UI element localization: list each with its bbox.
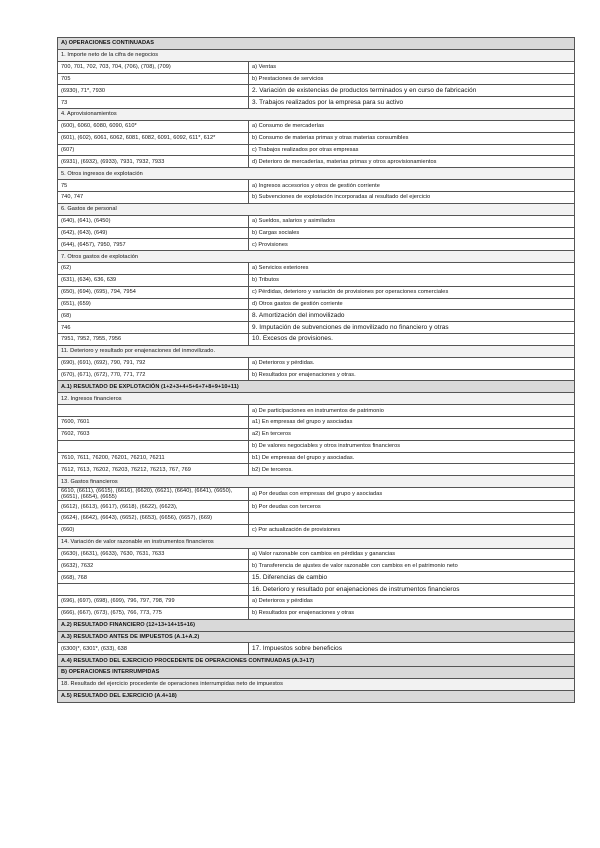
subheading-row — [58, 203, 575, 215]
account-row — [58, 440, 575, 452]
line-item-label-cell: b) Cargas sociales — [249, 227, 575, 239]
subheading-title: 11. Deterioro y resultado por enajenaciones del inmovilizado. — [58, 345, 575, 357]
account-row — [58, 452, 575, 464]
account-codes-cell: 7600, 7601 — [58, 417, 249, 429]
account-codes-cell: (62) — [58, 263, 249, 275]
section-title: A.4) RESULTADO DEL EJERCICIO PROCEDENTE DE OPERACIONES CONTINUADAS (A.3+17) — [58, 655, 575, 667]
line-item-label-cell: a) Sueldos, salarios y asimilados — [249, 215, 575, 227]
subheading-row — [58, 345, 575, 357]
subheading-row — [58, 49, 575, 61]
account-codes-cell: 705 — [58, 73, 249, 85]
account-codes-cell: (6930), 71*, 7930 — [58, 85, 249, 97]
account-codes-cell: (650), (694), (695), 794, 7954 — [58, 286, 249, 298]
subheading-row — [58, 536, 575, 548]
line-item-label-cell: 9. Imputación de subvenciones de inmovilizado no financiero y otras — [249, 322, 575, 334]
account-row — [58, 513, 575, 525]
section-title: B) OPERACIONES INTERRUMPIDAS — [58, 667, 575, 679]
line-item-label-cell: b) Consumo de materias primas y otras materias consumibles — [249, 132, 575, 144]
line-item-label-cell: b) Subvenciones de explotación incorporadas al resultado del ejercicio — [249, 191, 575, 203]
account-row — [58, 274, 575, 286]
section-header-row — [58, 631, 575, 643]
line-item-label-cell: a) Por deudas con empresas del grupo y asociadas — [249, 488, 575, 501]
line-item-label-cell: a) Deterioros y pérdidas — [249, 596, 575, 608]
account-codes-cell: 7612, 7613, 76202, 76203, 76212, 76213, 767, 769 — [58, 464, 249, 476]
section-title: A.3) RESULTADO ANTES DE IMPUESTOS (A.1+A.2) — [58, 631, 575, 643]
account-row — [58, 357, 575, 369]
account-codes-cell: (696), (697), (698), (699), 796, 797, 798, 799 — [58, 596, 249, 608]
account-codes-cell: (6612), (6613), (6617), (6618), (6622), (6623), — [58, 501, 249, 513]
account-row — [58, 572, 575, 584]
account-codes-cell: 6610, (6611), (6615), (6616), (6620), (6621), (6640), (6641), (6650), (6651), (6654), (6655) — [58, 488, 249, 501]
account-codes-cell: (666), (667), (673), (675), 766, 773, 775 — [58, 607, 249, 619]
account-codes-cell: (668), 768 — [58, 572, 249, 584]
account-codes-cell: (600), 6060, 6080, 6090, 610* — [58, 120, 249, 132]
account-row — [58, 132, 575, 144]
line-item-label-cell: a2) En terceros — [249, 428, 575, 440]
line-item-label-cell: b) Tributos — [249, 274, 575, 286]
account-codes-cell — [58, 584, 249, 596]
subheading-row — [58, 109, 575, 121]
line-item-label-cell: b) De valores negociables y otros instrumentos financieros — [249, 440, 575, 452]
section-header-row — [58, 690, 575, 702]
line-item-label-cell: 17. Impuestos sobre beneficios — [249, 643, 575, 655]
account-row — [58, 85, 575, 97]
subheading-title: 13. Gastos financieros — [58, 476, 575, 488]
line-item-label-cell: a) Valor razonable con cambios en pérdidas y ganancias — [249, 548, 575, 560]
section-header-row — [58, 667, 575, 679]
account-codes-cell: (642), (643), (649) — [58, 227, 249, 239]
line-item-label-cell: 15. Diferencias de cambio — [249, 572, 575, 584]
line-item-label-cell: 16. Deterioro y resultado por enajenaciones de instrumentos financieros — [249, 584, 575, 596]
line-item-label-cell: a1) En empresas del grupo y asociadas — [249, 417, 575, 429]
section-header-row — [58, 619, 575, 631]
account-row — [58, 73, 575, 85]
subheading-title: 5. Otros ingresos de explotación — [58, 168, 575, 180]
account-row — [58, 560, 575, 572]
subheading-row — [58, 393, 575, 405]
subheading-row — [58, 678, 575, 690]
account-codes-cell: (6300)*, 6301*, (633), 638 — [58, 643, 249, 655]
line-item-label-cell: a) Consumo de mercaderías — [249, 120, 575, 132]
account-codes-cell — [58, 405, 249, 417]
account-row — [58, 607, 575, 619]
section-title: A.5) RESULTADO DEL EJERCICIO (A.4+18) — [58, 690, 575, 702]
line-item-label-cell: c) Por actualización de provisiones — [249, 524, 575, 536]
account-row — [58, 464, 575, 476]
account-codes-cell: (6632), 7632 — [58, 560, 249, 572]
account-codes-cell: (670), (671), (672), 770, 771, 772 — [58, 369, 249, 381]
line-item-label-cell: b2) De terceros. — [249, 464, 575, 476]
section-header-row — [58, 38, 575, 50]
account-row — [58, 120, 575, 132]
line-item-label-cell: 2. Variación de existencias de productos terminados y en curso de fabricación — [249, 85, 575, 97]
account-codes-cell: (68) — [58, 310, 249, 322]
account-row — [58, 180, 575, 192]
line-item-label-cell: a) De participaciones en instrumentos de patrimonio — [249, 405, 575, 417]
line-item-label-cell: a) Ventas — [249, 61, 575, 73]
line-item-label-cell: b) Prestaciones de servicios — [249, 73, 575, 85]
subheading-title: 7. Otros gastos de explotación — [58, 251, 575, 263]
account-row — [58, 369, 575, 381]
account-row — [58, 322, 575, 334]
line-item-label-cell: 8. Amortización del inmovilizado — [249, 310, 575, 322]
account-codes-cell: (6624), (6642), (6643), (6652), (6653), (6656), (6657), (669) — [58, 513, 249, 525]
line-item-label-cell: d) Otros gastos de gestión corriente — [249, 298, 575, 310]
subheading-title: 18. Resultado del ejercicio procedente de operaciones interrumpidas neto de impuestos — [58, 678, 575, 690]
account-row — [58, 488, 575, 501]
subheading-row — [58, 168, 575, 180]
account-row — [58, 239, 575, 251]
account-row — [58, 501, 575, 513]
account-row — [58, 298, 575, 310]
account-row — [58, 334, 575, 346]
account-codes-cell: 7602, 7603 — [58, 428, 249, 440]
line-item-label-cell: a) Deterioros y pérdidas. — [249, 357, 575, 369]
account-row — [58, 263, 575, 275]
subheading-title: 4. Aprovisionamientos — [58, 109, 575, 121]
subheading-title: 1. Importe neto de la cifra de negocios — [58, 49, 575, 61]
account-codes-cell: 740, 747 — [58, 191, 249, 203]
subheading-row — [58, 251, 575, 263]
line-item-label-cell: b) Transferencia de ajustes de valor razonable con cambios en el patrimonio neto — [249, 560, 575, 572]
account-row — [58, 97, 575, 109]
account-codes-cell: 700, 701, 702, 703, 704, (706), (708), (709) — [58, 61, 249, 73]
account-row — [58, 524, 575, 536]
account-codes-cell: 746 — [58, 322, 249, 334]
section-title: A) OPERACIONES CONTINUADAS — [58, 38, 575, 50]
section-header-row — [58, 381, 575, 393]
line-item-label-cell: a) Servicios exteriores — [249, 263, 575, 275]
account-codes-cell: (631), (634), 636, 639 — [58, 274, 249, 286]
account-codes-cell: 75 — [58, 180, 249, 192]
account-row — [58, 417, 575, 429]
account-codes-cell: (690), (691), (692), 790, 791, 792 — [58, 357, 249, 369]
section-title: A.1) RESULTADO DE EXPLOTACIÓN (1+2+3+4+5+6+7+8+9+10+11) — [58, 381, 575, 393]
account-row — [58, 643, 575, 655]
section-title: A.2) RESULTADO FINANCIERO (12+13+14+15+16) — [58, 619, 575, 631]
line-item-label-cell: b) Por deudas con terceros — [249, 501, 575, 513]
line-item-label-cell: c) Trabajos realizados por otras empresas — [249, 144, 575, 156]
account-row — [58, 310, 575, 322]
line-item-label-cell: 3. Trabajos realizados por la empresa para su activo — [249, 97, 575, 109]
subheading-row — [58, 476, 575, 488]
account-row — [58, 286, 575, 298]
subheading-title: 12. Ingresos financieros — [58, 393, 575, 405]
line-item-label-cell: c) Pérdidas, deterioro y variación de provisiones por operaciones comerciales — [249, 286, 575, 298]
line-item-label-cell — [249, 513, 575, 525]
table-body — [58, 38, 575, 703]
account-row — [58, 156, 575, 168]
account-row — [58, 61, 575, 73]
account-row — [58, 191, 575, 203]
section-header-row — [58, 655, 575, 667]
account-codes-cell: (644), (6457), 7950, 7957 — [58, 239, 249, 251]
subheading-title: 14. Variación de valor razonable en instrumentos financieros — [58, 536, 575, 548]
line-item-label-cell: d) Deterioro de mercaderías, materias primas y otros aprovisionamientos — [249, 156, 575, 168]
account-row — [58, 227, 575, 239]
subheading-title: 6. Gastos de personal — [58, 203, 575, 215]
account-codes-cell: (607) — [58, 144, 249, 156]
line-item-label-cell: c) Provisiones — [249, 239, 575, 251]
account-codes-cell: 7951, 7952, 7955, 7956 — [58, 334, 249, 346]
account-row — [58, 548, 575, 560]
account-codes-cell: (6630), (6631), (6633), 7630, 7631, 7633 — [58, 548, 249, 560]
account-codes-cell: (660) — [58, 524, 249, 536]
income-statement-table — [57, 37, 575, 703]
line-item-label-cell: b1) De empresas del grupo y asociadas. — [249, 452, 575, 464]
account-codes-cell: (6931), (6932), (6933), 7931, 7932, 7933 — [58, 156, 249, 168]
line-item-label-cell: a) Ingresos accesorios y otros de gestión corriente — [249, 180, 575, 192]
line-item-label-cell: b) Resultados por enajenaciones y otras. — [249, 369, 575, 381]
line-item-label-cell: 10. Excesos de provisiones. — [249, 334, 575, 346]
account-codes-cell: (640), (641), (6450) — [58, 215, 249, 227]
account-row — [58, 405, 575, 417]
line-item-label-cell: b) Resultados por enajenaciones y otras — [249, 607, 575, 619]
account-row — [58, 144, 575, 156]
account-codes-cell: (601), (602), 6061, 6062, 6081, 6082, 6091, 6092, 611*, 612* — [58, 132, 249, 144]
account-row — [58, 428, 575, 440]
account-row — [58, 584, 575, 596]
account-row — [58, 596, 575, 608]
account-row — [58, 215, 575, 227]
account-codes-cell: (651), (659) — [58, 298, 249, 310]
account-codes-cell: 7610, 7611, 76200, 76201, 76210, 76211 — [58, 452, 249, 464]
account-codes-cell — [58, 440, 249, 452]
account-codes-cell: 73 — [58, 97, 249, 109]
